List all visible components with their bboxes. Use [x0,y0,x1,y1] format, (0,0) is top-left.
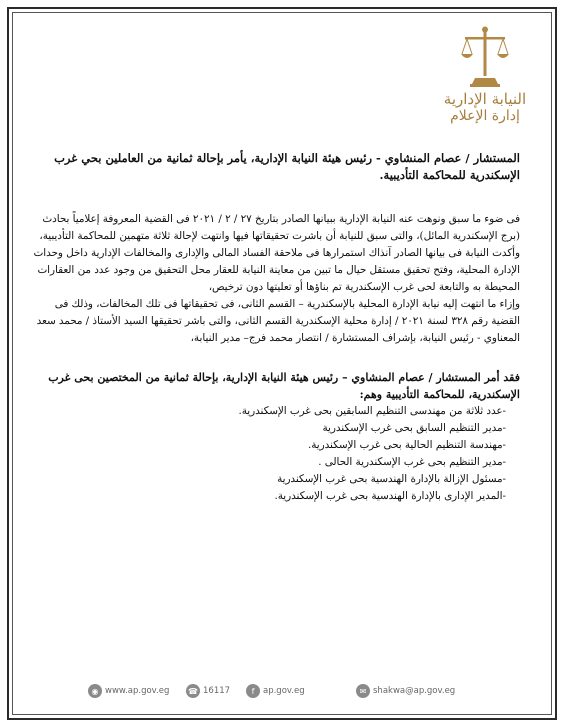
email-icon: ✉ [356,684,370,698]
globe-icon: ◉ [88,684,102,698]
scales-of-justice-icon [461,26,509,88]
email-text: shakwa@ap.gov.eg [373,686,456,696]
hotline-text: 16117 [203,686,231,696]
paragraph: وأكدت النيابة فى بيانها الصادر آنذاك استمرارها فى ملاحقة الفساد المالى والإدارى والمخالفات الإدارية داخل وحدات الإدارة المحلية، وفتح تحقيق مستقل حيال ما تبين من معاينة النيابة للعقار محل التحقيق من وجود عدد من العقارات المحيطة به والتابعة لحى غرب الإسكندرية تم بناؤها أو تعليتها دون ترخيص، [33,247,520,293]
logo-title: النيابة الإدارية [443,90,527,108]
list-item: -المدير الإدارى بالإدارة الهندسية بحى غرب الإسكندرية. [274,490,506,502]
list-item: -مدير التنظيم بحى غرب الإسكندرية الحالى . [318,456,506,468]
accused-list [28,403,520,505]
list-item: -مدير التنظيم السابق بحى غرب الإسكندرية [322,422,506,434]
contact-footer [0,684,564,706]
document-body [28,150,520,505]
phone-icon: ☎ [186,684,200,698]
administrative-prosecution-logo [440,26,530,138]
paragraph: وإزاء ما انتهت إليه نيابة الإدارة المحلية بالإسكندرية – القسم الثانى، فى تحقيقاتها فى تلك المخالفات، وذلك فى القضية رقم ٣٢٨ لسنة ٢٠٢١ / إدارة محلية الإسكندرية القسم الثانى، والتى باشر تحقيقها السيد الأستاذ / محمد سعد المعناوي - رئيس النيابة، بإشراف المستشارة / انتصار محمد فرج– مدير النيابة، [36,298,520,344]
footer-website [88,684,169,698]
paragraph: فى ضوء ما سبق ونوهت عنه النيابة الإدارية ببيانها الصادر بتاريخ ٢٧ / ٢ / ٢٠٢١ فى القضية المعروفة إعلامياً بحادث (برج الإسكندرية المائل)، والتى سبق للنيابة أن باشرت تحقيقاتها فيها وانتهت لإحالة ثلاثة متهمين للمحاكمة التأديبية، [39,213,520,242]
document-title: المستشار / عصام المنشاوي - رئيس هيئة النيابة الإدارية، يأمر بإحالة ثمانية من العاملين بحي غرب الإسكندرية للمحاكمة التأديبية. [54,151,520,182]
facebook-text: ap.gov.eg [263,686,305,696]
footer-hotline [186,684,230,698]
list-item: -عدد ثلاثة من مهندسى التنظيم السابقين بحى غرب الإسكندرية. [238,405,506,417]
order-heading: فقد أمر المستشار / عصام المنشاوي – رئيس هيئة النيابة الإدارية، بإحالة ثمانية من المختصين بحى غرب الإسكندرية، للمحاكمة التأديبية وهم: [48,371,520,401]
logo-subtitle: إدارة الإعلام [450,108,520,124]
list-item: -مسئول الإزالة بالإدارة الهندسية بحى غرب الإسكندرية [277,473,506,485]
list-item: -مهندسة التنظيم الحالية بحى غرب الإسكندرية. [308,439,506,451]
website-text: www.ap.gov.eg [105,686,170,696]
footer-email [356,684,455,698]
footer-facebook [246,684,305,698]
facebook-icon: f [246,684,260,698]
